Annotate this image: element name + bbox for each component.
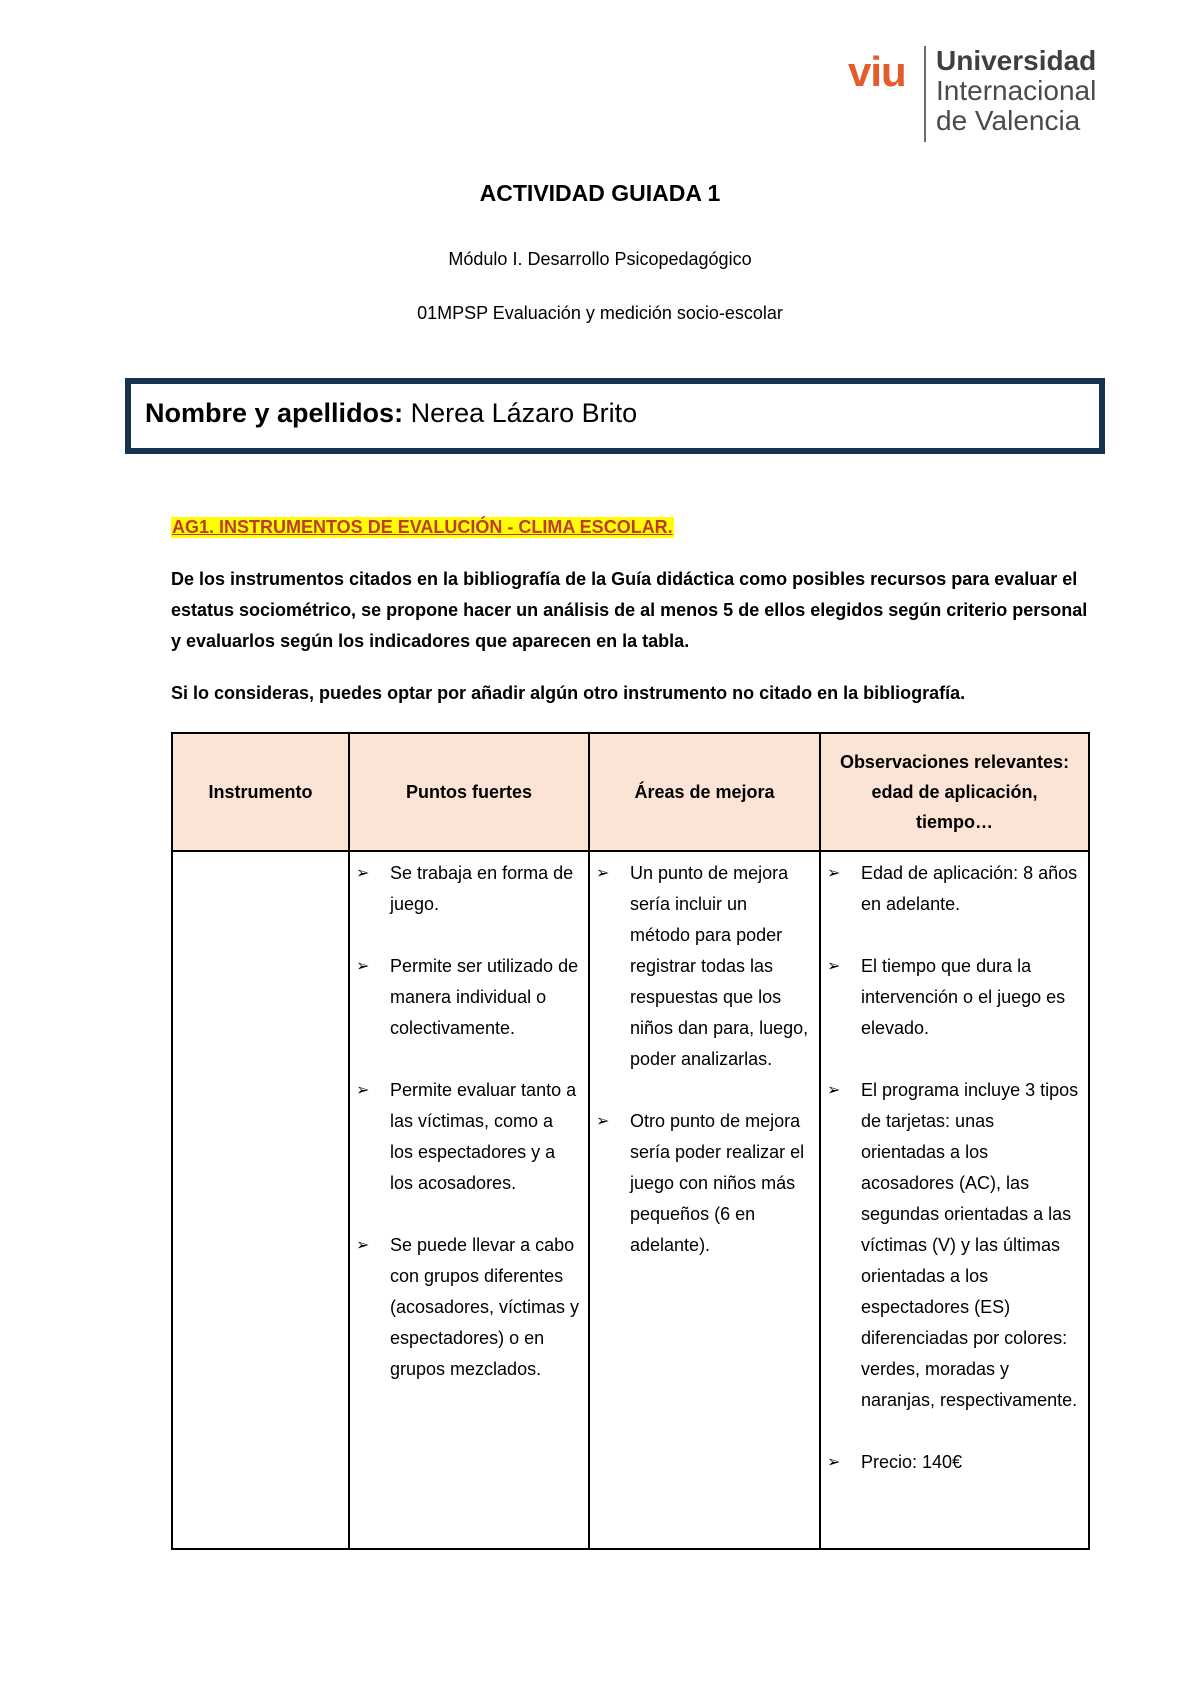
header-instrumento: Instrumento xyxy=(172,733,349,851)
list-item-text: Un punto de mejora sería incluir un método para poder registrar todas las respuestas que los niños dan para, luego, poder analizarlas. xyxy=(630,863,809,1069)
arrow-bullet-icon: ➢ xyxy=(356,1082,370,1099)
document-title: ACTIVIDAD GUIADA 1 xyxy=(479,180,721,206)
list-item xyxy=(825,1447,1080,1478)
instructions-paragraph: De los instrumentos citados en la bibliografía de la Guía didáctica como posibles recursos para evaluar el estatus sociométrico, se propone hacer un análisis de al menos 5 de ellos elegidos según criterio personal y evaluarlos según los indicadores que aparecen en la tabla. xyxy=(171,569,1088,651)
section-heading: AG1. INSTRUMENTOS DE EVALUCIÓN - CLIMA ESCOLAR. xyxy=(172,517,673,537)
list-item-text: Otro punto de mejora sería poder realizar el juego con niños más pequeños (6 en adelante). xyxy=(630,1111,805,1255)
list-item xyxy=(354,858,580,920)
student-name-box xyxy=(125,378,1105,454)
list-item xyxy=(354,951,580,1044)
module-subtitle: Módulo I. Desarrollo Psicopedagógico xyxy=(448,249,752,269)
list-item-text: Precio: 140€ xyxy=(861,1452,963,1472)
evaluation-table xyxy=(171,732,1090,1550)
viu-logo-mark: viu xyxy=(848,48,906,95)
list-item xyxy=(354,1230,580,1385)
arrow-bullet-icon: ➢ xyxy=(596,1113,610,1130)
header-areas-mejora: Áreas de mejora xyxy=(589,733,820,851)
list-item-text: El tiempo que dura la intervención o el juego es elevado. xyxy=(861,956,1066,1038)
university-logo xyxy=(848,44,1118,144)
course-subtitle: 01MPSP Evaluación y medición socio-escolar xyxy=(417,303,783,323)
logo-line-3: de Valencia xyxy=(936,105,1081,136)
arrow-bullet-icon: ➢ xyxy=(596,865,610,882)
header-observaciones: Observaciones relevantes: edad de aplicación, tiempo… xyxy=(820,733,1089,851)
arrow-bullet-icon: ➢ xyxy=(827,865,841,882)
list-item xyxy=(825,951,1080,1044)
list-item-text: El programa incluye 3 tipos de tarjetas: unas orientadas a los acosadores (AC), las segundas orientadas a las víctimas (V) y las últimas orientadas a los espectadores (ES) diferenciadas por colores: verdes, moradas y naranjas, respectivamente. xyxy=(861,1080,1079,1410)
table-row xyxy=(172,851,1089,1549)
logo-text xyxy=(936,46,1096,136)
cell-instrumento xyxy=(172,851,349,1549)
list-item xyxy=(594,858,811,1075)
list-item xyxy=(594,1106,811,1261)
list-item xyxy=(354,1075,580,1199)
cell-observaciones xyxy=(820,851,1089,1549)
logo-line-2: Internacional xyxy=(936,75,1097,106)
arrow-bullet-icon: ➢ xyxy=(356,958,370,975)
arrow-bullet-icon: ➢ xyxy=(827,1454,841,1471)
student-name xyxy=(145,398,637,429)
arrow-bullet-icon: ➢ xyxy=(827,958,841,975)
name-label: Nombre y apellidos: xyxy=(145,398,404,428)
arrow-bullet-icon: ➢ xyxy=(356,1237,370,1254)
logo-divider xyxy=(924,46,926,142)
list-item-text: Permite evaluar tanto a las víctimas, como a los espectadores y a los acosadores. xyxy=(390,1080,577,1193)
name-value: Nerea Lázaro Brito xyxy=(410,398,638,428)
table-header-row xyxy=(172,733,1089,851)
optional-note-paragraph: Si lo consideras, puedes optar por añadir algún otro instrumento no citado en la bibliografía. xyxy=(171,683,966,703)
arrow-bullet-icon: ➢ xyxy=(356,865,370,882)
logo-line-1: Universidad xyxy=(936,45,1097,76)
list-item xyxy=(825,858,1080,920)
list-item-text: Permite ser utilizado de manera individual o colectivamente. xyxy=(390,956,579,1038)
header-puntos-fuertes: Puntos fuertes xyxy=(349,733,589,851)
arrow-bullet-icon: ➢ xyxy=(827,1082,841,1099)
cell-puntos-fuertes xyxy=(349,851,589,1549)
cell-areas-mejora xyxy=(589,851,820,1549)
list-item-text: Se puede llevar a cabo con grupos diferentes (acosadores, víctimas y espectadores) o en grupos mezclados. xyxy=(390,1235,580,1379)
list-item xyxy=(825,1075,1080,1416)
list-item-text: Se trabaja en forma de juego. xyxy=(390,863,574,914)
list-item-text: Edad de aplicación: 8 años en adelante. xyxy=(861,863,1078,914)
